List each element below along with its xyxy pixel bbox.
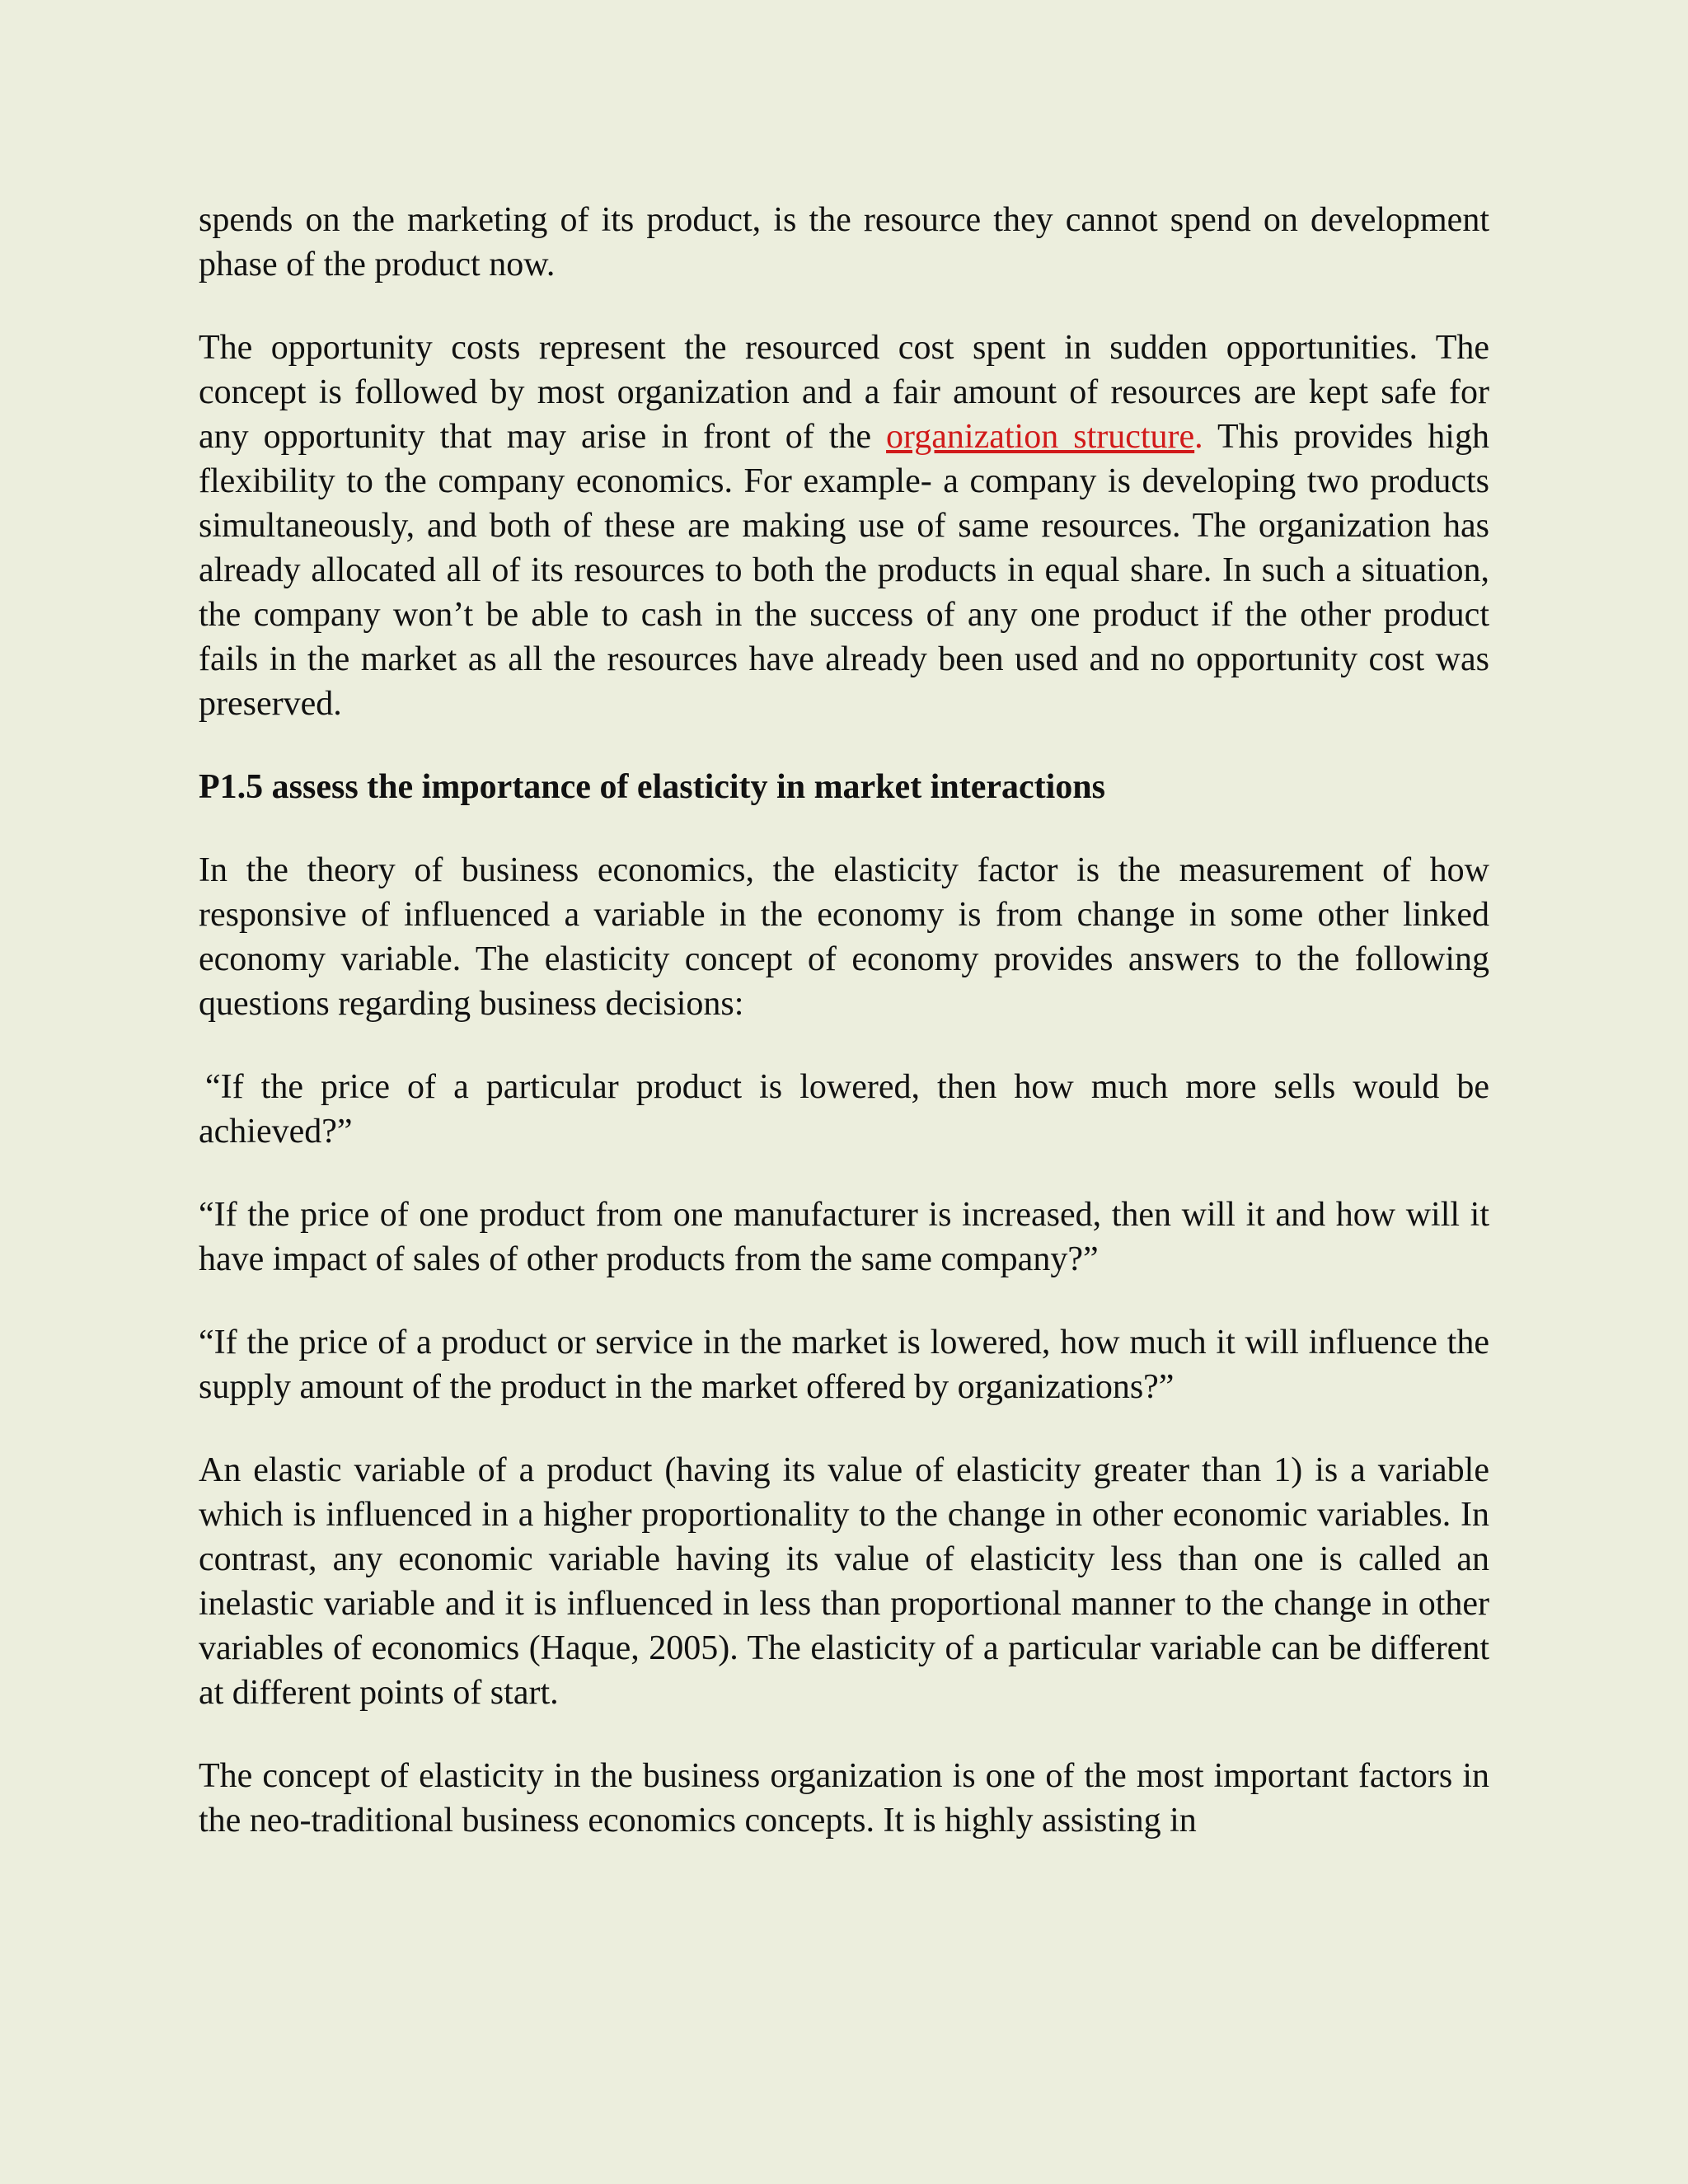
section-heading: P1.5 assess the importance of elasticity in market interactions [199,768,1105,806]
paragraph-elastic-variable: An elastic variable of a product (having its value of elasticity greater than 1) is a variable which is influenced in a higher proportionality to the change in other economic variables. In contrast, any economic variable having its value of elasticity less than one is called an inelastic variable and it is influenced in less than proportional manner to the change in other variables of economics (Haque, 2005). The elasticity of a particular variable can be different at different points of start. [199,1451,1489,1712]
paragraph-opening: spends on the marketing of its product, is the resource they cannot spend on development phase of the product now. [199,201,1489,284]
question-quote-2: “If the price of one product from one manufacturer is increased, then will it and how will it have impact of sales of other products from the same company?” [199,1196,1489,1278]
paragraph-text: This provides high flexibility to the company economics. For example- a company is developing two products simultaneously, and both of these are making use of same resources. The organization has already allocated all of its resources to both the products in equal share. In such a situation, the company won’t be able to cash in the success of any one product if the other product fails in the market as all the resources have already been used and no opportunity cost was preserved. [199,418,1489,723]
paragraph-text: The opportunity costs represent the resourced cost spent in sudden opportunities. The concept is followed by most organization and a fair amount of resources are kept safe for any opportunity that may arise in front of the [199,329,1489,456]
question-quote-3: “If the price of a product or service in the market is lowered, how much it will influence the supply amount of the product in the market offered by organizations?” [199,1324,1489,1406]
document-page [199,198,1489,1882]
paragraph-elasticity-theory: In the theory of business economics, the elasticity factor is the measurement of how responsive of influenced a variable in the economy is from change in some other linked economy variable. The elasticity concept of economy provides answers to the following questions regarding business decisions: [199,851,1489,1023]
paragraph-elasticity-concept: The concept of elasticity in the business organization is one of the most important factors in the neo-traditional business economics concepts. It is highly assisting in [199,1757,1489,1840]
link-period: . [1194,418,1203,456]
organization-structure-link[interactable]: organization structure [886,418,1195,456]
question-quote-1: “If the price of a particular product is lowered, then how much more sells would be achieved?” [199,1068,1489,1151]
paragraph-opportunity-costs [199,326,1489,726]
